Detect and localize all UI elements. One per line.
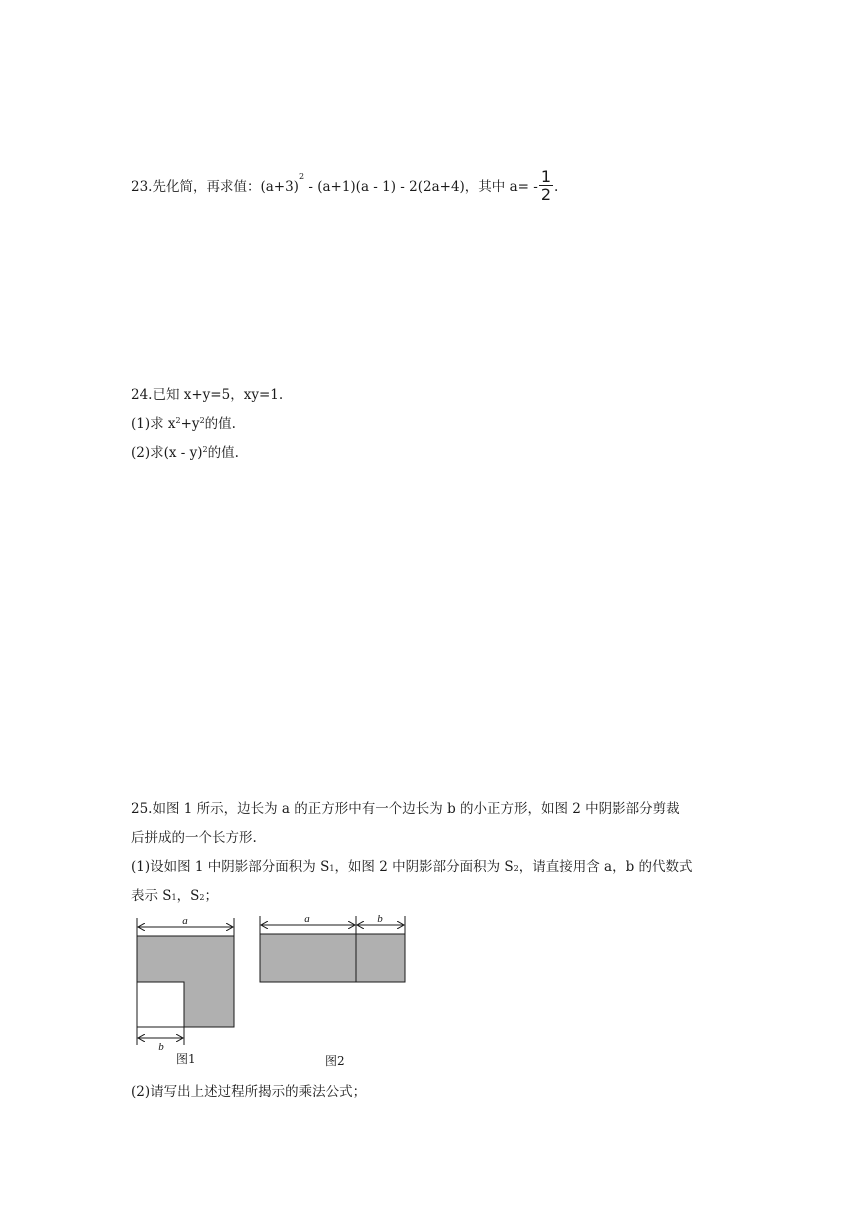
q24-p2-text-a: (2)求(x - y): [131, 445, 203, 461]
fig1-dim-a-label: a: [182, 915, 188, 927]
question-24-part-2: [131, 443, 239, 463]
fig2-dim-b-label: b: [377, 914, 383, 925]
question-24-part-1: [131, 414, 236, 434]
question-25-line-2: 后拼成的一个长方形.: [131, 830, 257, 846]
q25-p1-subscript-2: 2: [513, 864, 519, 873]
q23-fraction-denominator: 2: [540, 185, 551, 204]
q23-prefix: 23.先化简，再求值：(a+3): [131, 179, 299, 195]
q24-p1-text-c: 的值.: [204, 416, 236, 432]
q24-p1-text-a: (1)求 x: [131, 416, 176, 432]
question-25-part-2: (2)请写出上述过程所揭示的乘法公式；: [131, 1084, 367, 1100]
q24-p2-text-b: 的值.: [207, 445, 239, 461]
fig2-left-rect: [260, 934, 356, 982]
q25-p1l2-text-b: ，S: [176, 888, 200, 904]
fig2-right-rect: [356, 934, 405, 982]
question-25-part-1-line-2: [131, 886, 218, 906]
q25-p1-text-a: (1)设如图 1 中阴影部分面积为 S: [131, 859, 330, 875]
q24-p2-exponent: 2: [202, 445, 208, 454]
question-25-line-1: 25.如图 1 所示，边长为 a 的正方形中有一个边长为 b 的小正方形，如图 2 中阴影部分剪裁: [131, 801, 680, 817]
question-25-part-1: [131, 857, 693, 877]
fig1-small-square: [137, 982, 184, 1027]
q23-fraction: [539, 168, 553, 203]
q23-middle: - (a+1)(a - 1) - 2(2a+4)，其中 a= -: [304, 179, 538, 195]
q25-p1-subscript-1: 1: [329, 864, 335, 873]
q24-p1-text-b: +y: [180, 416, 200, 432]
q24-p1-exponent-2: 2: [199, 416, 205, 425]
figure-2: [255, 914, 413, 990]
q24-p1-exponent-1: 2: [175, 416, 181, 425]
question-24-title: 24.已知 x+y=5，xy=1.: [131, 387, 284, 403]
q25-p1-text-c: ，请直接用含 a，b 的代数式: [518, 859, 693, 875]
q25-p1l2-text-a: 表示 S: [131, 888, 172, 904]
figure-2-caption: 图2: [325, 1054, 345, 1068]
q25-p1l2-subscript-1: 1: [171, 893, 177, 902]
q25-p1l2-text-c: ；: [204, 888, 218, 904]
q23-exponent: 2: [298, 172, 305, 181]
question-23: [131, 167, 559, 205]
fig2-dim-a-label: a: [304, 914, 310, 925]
fig1-dim-b-label: b: [158, 1041, 164, 1053]
q23-suffix: .: [554, 179, 559, 195]
q25-p1-text-b: ，如图 2 中阴影部分面积为 S: [334, 859, 514, 875]
q23-fraction-numerator: 1: [540, 167, 551, 186]
figure-1: [128, 914, 240, 1054]
q25-p1l2-subscript-2: 2: [199, 893, 205, 902]
figure-1-caption: 图1: [176, 1052, 196, 1066]
